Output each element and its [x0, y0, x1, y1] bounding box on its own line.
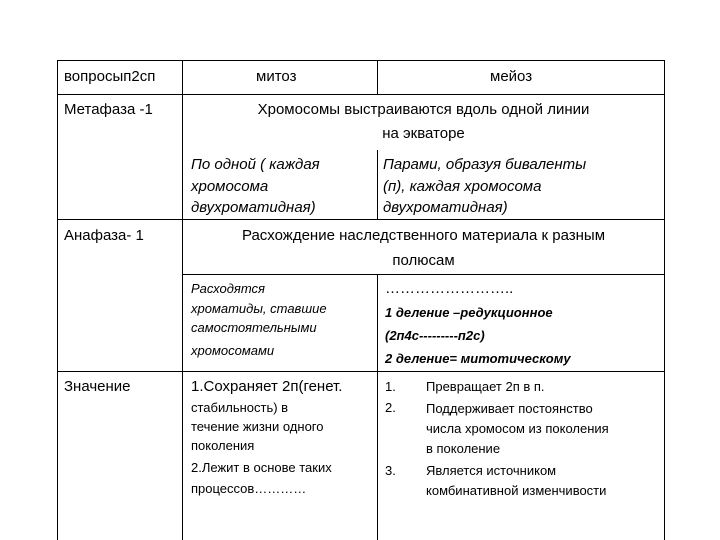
significance-meiosis-line-6: комбинативной изменчивости [426, 483, 607, 498]
anaphase-meiosis-line-2: 1 деление –редукционное [385, 305, 553, 320]
metaphase-label: Метафаза -1 [64, 101, 153, 118]
anaphase-common-line-1: Расхождение наследственного материала к разным [241, 227, 606, 244]
metaphase-mitosis-line-1: По одной ( каждая [191, 156, 320, 173]
significance-meiosis-line-3: числа хромосом из поколения [426, 421, 609, 436]
significance-label: Значение [64, 378, 131, 395]
metaphase-meiosis-line-1: Парами, образуя биваленты [383, 156, 587, 173]
table-border-right [664, 60, 665, 540]
column-divider-2-metaphase [377, 150, 378, 219]
metaphase-meiosis-line-3: двухроматидная) [383, 199, 508, 216]
table-border-top [57, 60, 665, 61]
significance-mitosis-line-3: течение жизни одного [191, 419, 324, 434]
table-border-left [57, 60, 58, 540]
anaphase-label: Анафаза- 1 [64, 227, 144, 244]
metaphase-mitosis-line-3: двухроматидная) [191, 199, 316, 216]
anaphase-common-line-2: полюсам [392, 252, 455, 269]
significance-meiosis-line-4: в поколение [426, 441, 501, 456]
significance-mitosis-line-6: процессов………… [191, 481, 307, 496]
metaphase-common-line-2: на экваторе [382, 125, 465, 142]
significance-mitosis-line-1: 1.Сохраняет 2п(генет. [191, 378, 343, 395]
significance-meiosis-line-5: Является источником [426, 463, 557, 478]
anaphase-common-divider [182, 274, 665, 275]
anaphase-mitosis-line-2: хроматиды, ставшие [191, 301, 327, 316]
metaphase-common-line-1: Хромосомы выстраиваются вдоль одной линии [257, 101, 590, 118]
significance-mitosis-line-2: стабильность) в [191, 400, 289, 415]
anaphase-mitosis-line-4: хромосомами [191, 343, 275, 358]
header-questions: вопросып2сп [64, 68, 156, 85]
anaphase-mitosis-line-3: самостоятельными [191, 320, 317, 335]
significance-mitosis-line-4: поколения [191, 438, 255, 453]
anaphase-meiosis-line-4: 2 деление= митотическому [385, 351, 571, 366]
metaphase-mitosis-line-2: хромосома [191, 178, 269, 195]
significance-meiosis-number-3: 3. [385, 463, 396, 478]
significance-mitosis-line-5: 2.Лежит в основе таких [191, 460, 332, 475]
header-meiosis: мейоз [490, 68, 533, 85]
significance-meiosis-line-1: Превращает 2п в п. [426, 379, 545, 394]
anaphase-significance-divider [57, 371, 665, 372]
column-divider-2-anaphase [377, 274, 378, 540]
significance-meiosis-number-1: 1. [385, 379, 396, 394]
significance-meiosis-line-2: Поддерживает постоянство [426, 401, 593, 416]
column-divider-2-header [377, 60, 378, 94]
metaphase-meiosis-line-2: (п), каждая хромосома [383, 178, 542, 195]
header-row-divider [57, 94, 665, 95]
header-mitosis: митоз [256, 68, 297, 85]
significance-meiosis-number-2: 2. [385, 400, 396, 415]
metaphase-anaphase-divider [57, 219, 665, 220]
anaphase-meiosis-line-3: (2п4с---------п2с) [385, 328, 485, 343]
anaphase-meiosis-dots: …………………….. [385, 280, 514, 297]
anaphase-mitosis-line-1: Расходятся [191, 281, 265, 296]
